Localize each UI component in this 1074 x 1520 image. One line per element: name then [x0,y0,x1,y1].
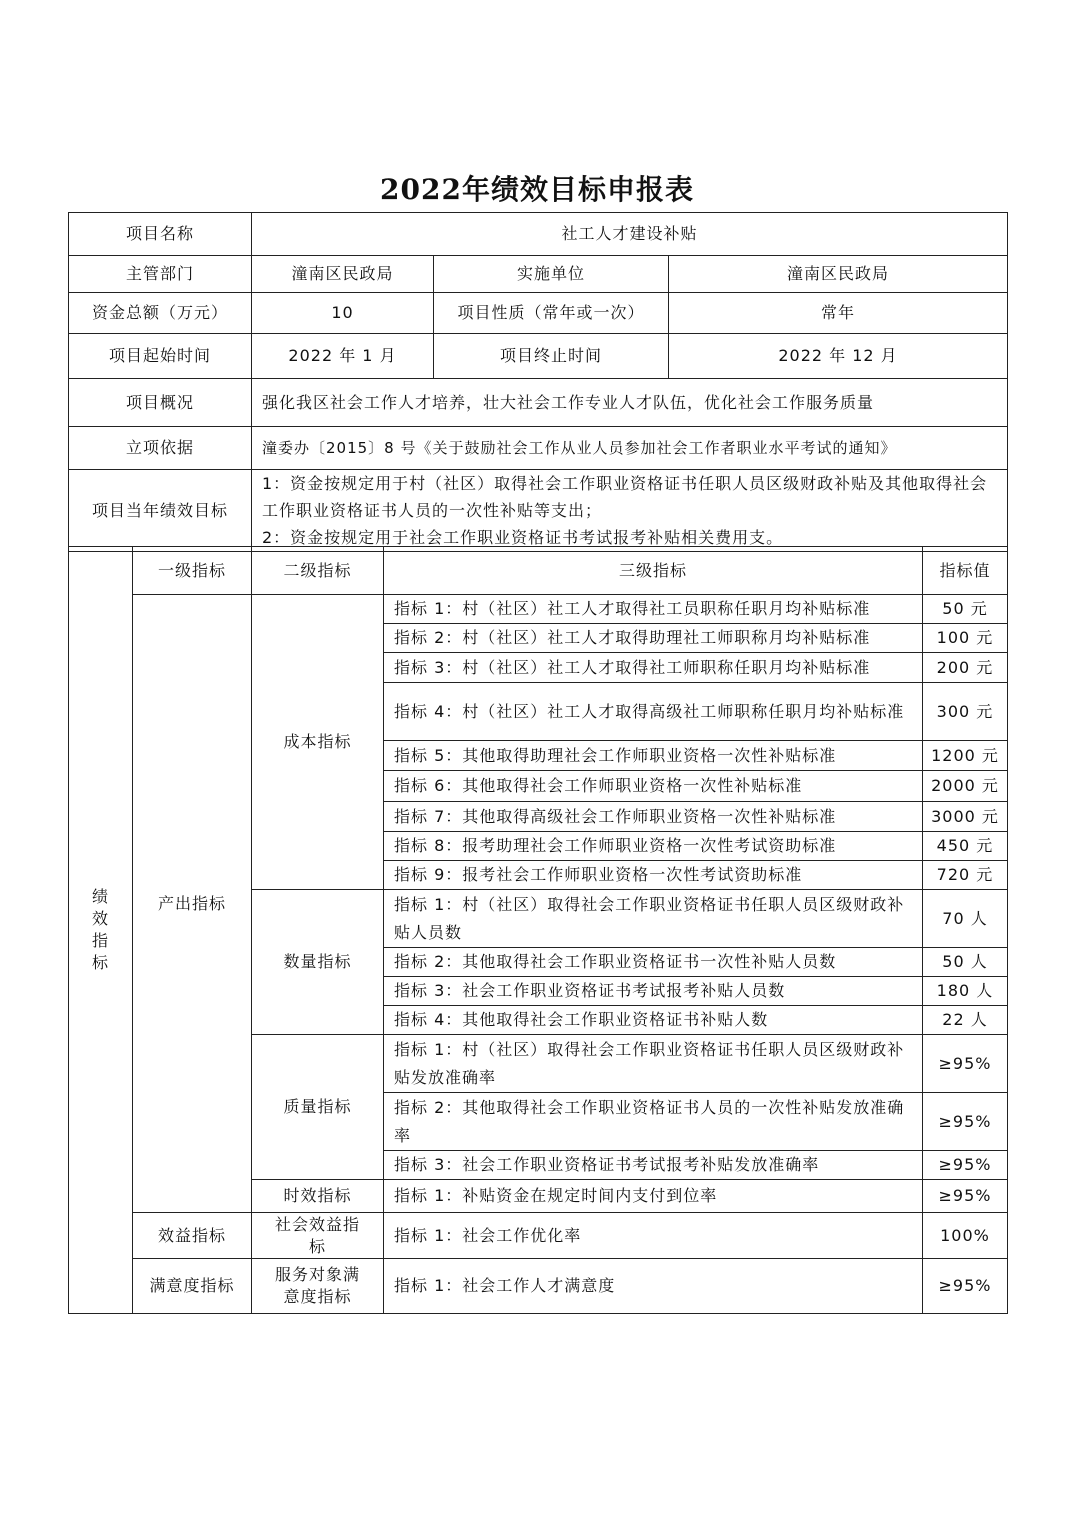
level3-indicator: 指标 9：报考社会工作师职业资格一次性考试资助标准 [384,861,923,890]
level3-indicator: 指标 1：村（社区）社工人才取得社工员职称任职月均补贴标准 [384,595,923,624]
indicator-value: 50 人 [923,948,1008,977]
header-value: 指标值 [923,547,1008,595]
indicator-value: 300 元 [923,683,1008,741]
level3-indicator: 指标 7：其他取得高级社会工作师职业资格一次性补贴标准 [384,802,923,832]
end-label: 项目终止时间 [434,334,669,379]
level2-service: 服务对象满意度指标 [252,1259,384,1314]
level3-indicator: 指标 2：其他取得社会工作职业资格证书人员的一次性补贴发放准确率 [384,1093,923,1151]
level3-indicator: 指标 5：其他取得助理社会工作师职业资格一次性补贴标准 [384,741,923,771]
indicator-row [69,1213,1008,1259]
header-level3: 三级指标 [384,547,923,595]
indicator-value: 3000 元 [923,802,1008,832]
level3-indicator: 指标 6：其他取得社会工作师职业资格一次性补贴标准 [384,771,923,802]
indicator-row [69,595,1008,624]
overview-value: 强化我区社会工作人才培养，壮大社会工作专业人才队伍，优化社会工作服务质量 [252,379,1008,427]
level3-indicator: 指标 8：报考助理社会工作师职业资格一次性考试资助标准 [384,832,923,861]
overview-label: 项目概况 [69,379,252,427]
performance-indicators-text: 绩效指标 [91,887,109,972]
indicator-value: 2000 元 [923,771,1008,802]
indicator-value: 720 元 [923,861,1008,890]
nature-label: 项目性质（常年或一次） [434,293,669,334]
level2-cost: 成本指标 [252,595,384,890]
indicator-value: ≥95% [923,1151,1008,1180]
goal-item-1: 1：资金按规定用于村（社区）取得社会工作职业资格证书任职人员区级财政补贴及其他取得社会工作职业资格证书人员的一次性补贴等支出； [262,474,988,520]
dept-value: 潼南区民政局 [252,256,434,293]
indicator-value: 450 元 [923,832,1008,861]
goal-value [252,470,1008,552]
level2-time: 时效指标 [252,1180,384,1213]
indicator-row [69,1259,1008,1314]
basic-info-table [68,212,1008,552]
level3-indicator: 指标 4：村（社区）社工人才取得高级社工师职称任职月均补贴标准 [384,683,923,741]
indicator-value: ≥95% [923,1180,1008,1213]
level3-indicator: 指标 3：社会工作职业资格证书考试报考补贴人员数 [384,977,923,1006]
level3-indicator: 指标 1：社会工作优化率 [384,1213,923,1259]
level3-indicator: 指标 4：其他取得社会工作职业资格证书补贴人数 [384,1006,923,1035]
level3-indicator: 指标 1：社会工作人才满意度 [384,1259,923,1314]
goal-label: 项目当年绩效目标 [69,470,252,552]
nature-value: 常年 [669,293,1008,334]
indicator-value: 180 人 [923,977,1008,1006]
indicator-value: ≥95% [923,1093,1008,1151]
level3-indicator: 指标 3：社会工作职业资格证书考试报考补贴发放准确率 [384,1151,923,1180]
end-value: 2022 年 12 月 [669,334,1008,379]
goal-item-2: 2：资金按规定用于社会工作职业资格证书考试报考补贴相关费用支。 [262,528,784,547]
page-title: 2022年绩效目标申报表 [380,173,694,206]
project-name-value: 社工人才建设补贴 [252,213,1008,256]
indicator-value: 1200 元 [923,741,1008,771]
level2-social: 社会效益指标 [252,1213,384,1259]
level3-indicator: 指标 2：其他取得社会工作职业资格证书一次性补贴人员数 [384,948,923,977]
indicator-value: 200 元 [923,653,1008,683]
indicator-value: 22 人 [923,1006,1008,1035]
indicator-value: ≥95% [923,1035,1008,1093]
start-value: 2022 年 1 月 [252,334,434,379]
level2-quality: 质量指标 [252,1035,384,1180]
indicator-table [68,546,1008,1314]
impl-value: 潼南区民政局 [669,256,1008,293]
level1-social: 效益指标 [133,1213,252,1259]
indicator-value: ≥95% [923,1259,1008,1314]
level1-cost: 产出指标 [133,595,252,1213]
fund-value: 10 [252,293,434,334]
level3-indicator: 指标 1：村（社区）取得社会工作职业资格证书任职人员区级财政补贴人员数 [384,890,923,948]
header-level1: 一级指标 [133,547,252,595]
level1-service: 满意度指标 [133,1259,252,1314]
project-name-label: 项目名称 [69,213,252,256]
level2-quantity: 数量指标 [252,890,384,1035]
indicator-value: 100 元 [923,624,1008,653]
basis-value: 潼委办〔2015〕8 号《关于鼓励社会工作从业人员参加社会工作者职业水平考试的通知》 [252,427,1008,470]
level3-indicator: 指标 2：村（社区）社工人才取得助理社工师职称月均补贴标准 [384,624,923,653]
indicator-value: 50 元 [923,595,1008,624]
impl-label: 实施单位 [434,256,669,293]
indicator-value: 70 人 [923,890,1008,948]
fund-label: 资金总额（万元） [69,293,252,334]
level3-indicator: 指标 3：村（社区）社工人才取得社工师职称任职月均补贴标准 [384,653,923,683]
header-level2: 二级指标 [252,547,384,595]
performance-indicators-label [69,547,133,1314]
start-label: 项目起始时间 [69,334,252,379]
level3-indicator: 指标 1：村（社区）取得社会工作职业资格证书任职人员区级财政补贴发放准确率 [384,1035,923,1093]
level3-indicator: 指标 1：补贴资金在规定时间内支付到位率 [384,1180,923,1213]
dept-label: 主管部门 [69,256,252,293]
indicator-value: 100% [923,1213,1008,1259]
basis-label: 立项依据 [69,427,252,470]
